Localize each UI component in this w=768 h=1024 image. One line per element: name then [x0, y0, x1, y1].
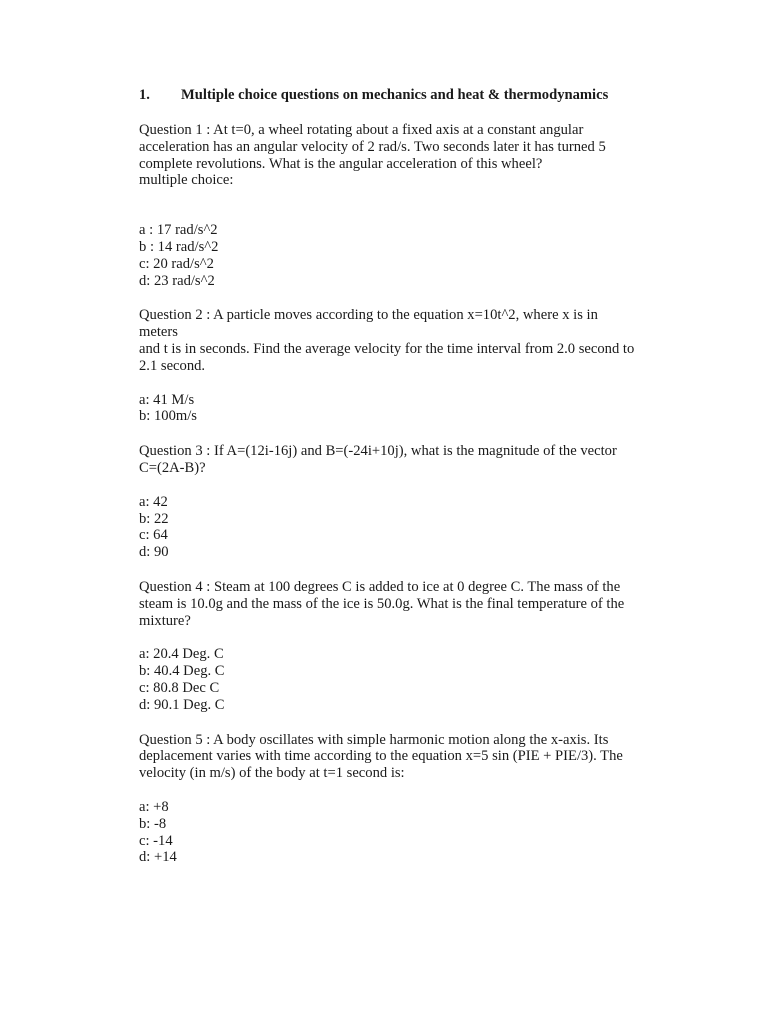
question-3-option-b: b: 22: [139, 510, 169, 527]
question-4-option-a: a: 20.4 Deg. C: [139, 646, 224, 663]
question-5-option-a: a: +8: [139, 798, 169, 815]
question-5-option-c: c: -14: [139, 832, 173, 849]
question-2-options: [139, 392, 639, 426]
question-1-options: [139, 222, 639, 289]
question-5-text: Question 5 : A body oscillates with simple harmonic motion along the x-axis. Its deplacement varies with time according to the equation x=5 sin (PIE + PIE/3). The velocity (in m/s) of the body at t=1 second is:: [139, 731, 623, 782]
question-3-options: [139, 494, 639, 561]
section-title: Multiple choice questions on mechanics and heat & thermodynamics: [181, 87, 609, 103]
question-1-option-b: b : 14 rad/s^2: [139, 238, 219, 255]
question-3-option-a: a: 42: [139, 493, 168, 510]
question-5-options: [139, 799, 639, 866]
question-1-option-d: d: 23 rad/s^2: [139, 272, 215, 289]
question-3-option-d: d: 90: [139, 544, 169, 561]
question-4-text: Question 4 : Steam at 100 degrees C is added to ice at 0 degree C. The mass of the steam is 10.0g and the mass of the ice is 50.0g. What is the final temperature of the mixture?: [139, 578, 625, 629]
question-4-options: [139, 646, 639, 713]
question-4-option-c: c: 80.8 Dec C: [139, 679, 220, 696]
section-heading: [139, 87, 639, 104]
question-3-text: Question 3 : If A=(12i-16j) and B=(-24i+10j), what is the magnitude of the vector C=(2A-B)?: [139, 443, 617, 476]
question-4-option-b: b: 40.4 Deg. C: [139, 663, 225, 680]
question-2-option-b: b: 100m/s: [139, 408, 197, 425]
section-number: 1.: [139, 87, 150, 103]
question-2-option-a: a: 41 M/s: [139, 391, 195, 408]
question-1-text: Question 1 : At t=0, a wheel rotating about a fixed axis at a constant angular acceleration has an angular velocity of 2 rad/s. Two seconds later it has turned 5 complete revolutions. What is the angular acceleration of this wheel? multiple choice:: [139, 122, 606, 189]
question-5-option-d: d: +14: [139, 849, 177, 866]
document-page: [139, 87, 639, 866]
question-1-option-c: c: 20 rad/s^2: [139, 255, 214, 272]
question-1-option-a: a : 17 rad/s^2: [139, 222, 218, 239]
question-4-option-d: d: 90.1 Deg. C: [139, 696, 225, 713]
question-3-option-c: c: 64: [139, 527, 168, 544]
question-5-option-b: b: -8: [139, 815, 167, 832]
question-2-text: Question 2 : A particle moves according to the equation x=10t^2, where x is in meters and t is in seconds. Find the average velocity for the time interval from 2.0 second to 2.1 second.: [139, 307, 635, 374]
